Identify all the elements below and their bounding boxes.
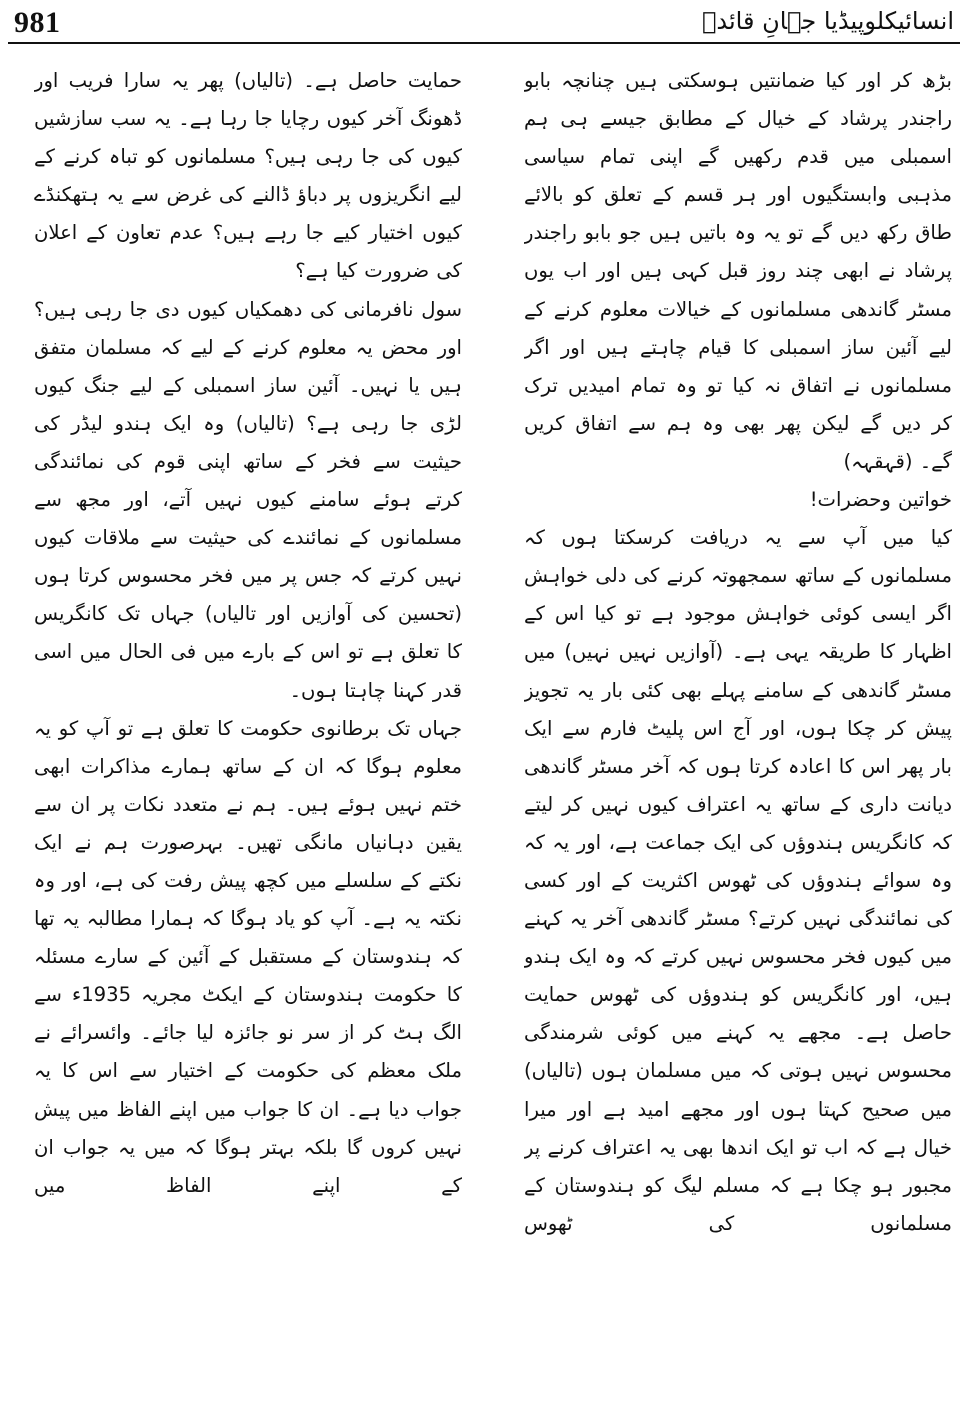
paragraph: جہاں تک برطانوی حکومت کا تعلق ہے تو آپ کو یہ معلوم ہوگا کہ ان کے ساتھ ہمارے مذاکرات ابھی ختم نہیں ہوئے ہیں۔ ہم نے متعدد نکات پر ان سے یقین دہانیاں مانگی تھیں۔ بہرصورت ہم نے ایک نکتے کے سلسلے میں کچھ پیش رفت کی ہے، اور وہ نکتہ یہ ہے۔ آپ کو یاد ہوگا کہ ہمارا مطالبہ یہ تھا کہ ہندوستان کے مستقبل کے آئین کے سارے مسئلہ کا حکومت ہندوستان کے ایکٹ مجریہ 1935ء سے الگ ہٹ کر از سر نو جائزہ لیا جائے۔ وائسرائے نے ملک معظم کی حکومت کے اختیار سے اس کا یہ جواب دیا ہے۔ ان کا جواب میں اپنے الفاظ میں پیش نہیں کروں گا بلکہ بہتر ہوگا کہ میں یہ جواب ان کے اپنے الفاظ میں — [34, 716, 462, 1197]
page-number: 981 — [14, 6, 61, 39]
salutation: خواتین وحضرات! — [809, 488, 952, 512]
paragraph: بڑھ کر اور کیا ضمانتیں ہوسکتی ہیں چنانچہ بابو راجندر پرشاد کے خیال کے مطابق جیسے ہی ہم اسمبلی میں قدم رکھیں گے اپنی تمام سیاسی مذہبی وابستگیوں اور ہر قسم کے تعلق کو بالائے طاق رکھ دیں گے تو یہ وہ باتیں ہیں جو بابو راجندر پرشاد نے ابھی چند روز قبل کہی ہیں اور اب یوں مسٹر گاندھی مسلمانوں کے خیالات معلوم کرنے کے لیے آئین ساز اسمبلی کا قیام چاہتے ہیں اور اگر مسلمانوں نے اتفاق نہ کیا تو وہ تمام امیدیں ترک کر دیں گے لیکن پھر بھی وہ ہم سے اتفاق کریں گے۔ (قہقہہ) — [524, 69, 952, 473]
paragraph: حمایت حاصل ہے۔ (تالیاں) پھر یہ سارا فریب اور ڈھونگ آخر کیوں رچایا جا رہا ہے۔ یہ سب سازشیں کیوں کی جا رہی ہیں؟ مسلمانوں کو تباہ کرنے کے لیے انگریزوں پر دباؤ ڈالنے کی غرض سے یہ ہتھکنڈے کیوں اختیار کیے جا رہے ہیں؟ عدم تعاون کے اعلان کی ضرورت کیا ہے؟ — [34, 69, 462, 283]
left-column — [34, 62, 462, 1397]
page-header — [0, 0, 968, 46]
paragraph: کیا میں آپ سے یہ دریافت کرسکتا ہوں کہ مسلمانوں کے ساتھ سمجھوتہ کرنے کی دلی خواہش اگر ایسی کوئی خواہش موجود ہے تو کیا اس کے اظہار کا طریقہ یہی ہے۔ (آوازیں نہیں نہیں) میں مسٹر گاندھی کے سامنے پہلے بھی کئی بار یہ تجویز پیش کر چکا ہوں، اور آج اس پلیٹ فارم سے ایک بار پھر اس کا اعادہ کرتا ہوں کہ آخر مسٹر گاندھی دیانت داری کے ساتھ یہ اعتراف کیوں نہیں کر لیتے کہ کانگریس ہندوؤں کی ایک جماعت ہے، اور یہ کہ وہ سوائے ہندوؤں کی ٹھوس اکثریت کے اور کسی کی نمائندگی نہیں کرتے؟ مسٹر گاندھی آخر یہ کہنے میں کیوں فخر محسوس نہیں کرتے کہ وہ ایک ہندو ہیں، اور کانگریس کو ہندوؤں کی ٹھوس حمایت حاصل ہے۔ مجھے یہ کہنے میں کوئی شرمندگی محسوس نہیں ہوتی کہ میں مسلمان ہوں (تالیاں) میں صحیح کہتا ہوں اور مجھے امید ہے اور میرا خیال ہے کہ اب تو ایک اندھا بھی یہ اعتراف کرنے پر مجبور ہو چکا ہے کہ مسلم لیگ کو ہندوستان کے مسلمانوں کی ٹھوس — [524, 526, 952, 1235]
right-column — [524, 62, 952, 1397]
running-title: انسائیکلوپیڈیا جہانِ قائدؒ — [702, 7, 954, 35]
header-rule — [8, 42, 960, 44]
paragraph: سول نافرمانی کی دھمکیاں کیوں دی جا رہی ہیں؟ اور محض یہ معلوم کرنے کے لیے کہ مسلمان متفق ہیں یا نہیں۔ آئین ساز اسمبلی کے لیے جنگ کیوں لڑی جا رہی ہے؟ (تالیاں) وہ ایک ہندو لیڈر کی حیثیت سے فخر کے ساتھ اپنی قوم کی نمائندگی کرتے ہوئے سامنے کیوں نہیں آتے، اور مجھ سے مسلمانوں کے نمائندے کی حیثیت سے ملاقات کیوں نہیں کرتے کہ جس پر میں فخر محسوس کرتا ہوں (تحسین کی آوازیں اور تالیاں) جہاں تک کانگریس کا تعلق ہے تو اس کے بارے میں فی الحال میں اسی قدر کہنا چاہتا ہوں۔ — [34, 297, 462, 702]
